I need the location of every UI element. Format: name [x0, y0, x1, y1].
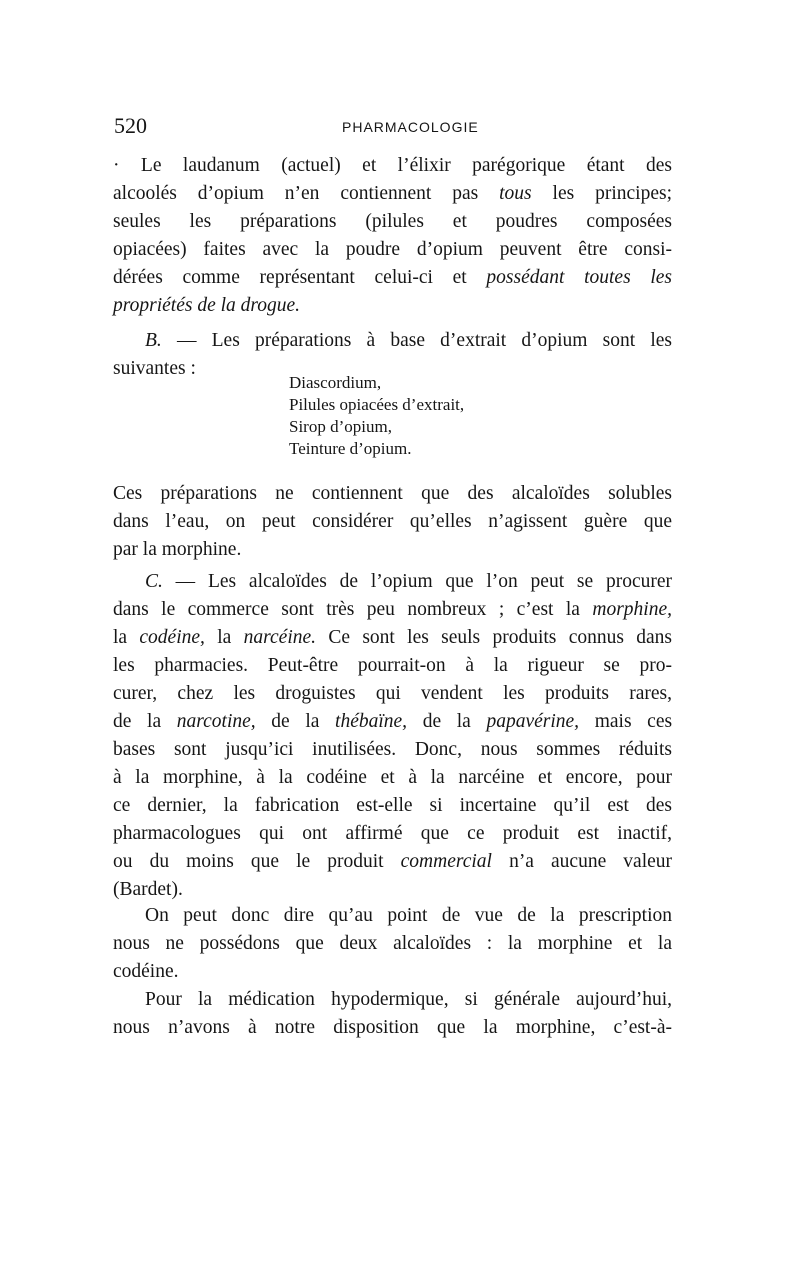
text-line: curer, chez les droguistes qui vendent les produits rares,: [113, 683, 672, 704]
text-line: dérées comme représentant celui-ci et possédant toutes les: [113, 267, 672, 288]
text-line: On peut donc dire qu’au point de vue de la prescription: [145, 905, 672, 926]
text-line: · Le laudanum (actuel) et l’élixir parégorique étant des: [113, 155, 672, 176]
text-line: alcoolés d’opium n’en contiennent pas tous les principes;: [113, 183, 672, 204]
running-title: PHARMACOLOGIE: [342, 119, 479, 135]
text-line: bases sont jusqu’ici inutilisées. Donc, nous sommes réduits: [113, 739, 672, 760]
text-line: Pour la médication hypodermique, si générale aujourd’hui,: [145, 989, 672, 1010]
emphasis: narcéine.: [243, 627, 317, 648]
text-line: les pharmacies. Peut-être pourrait-on à la rigueur se pro-: [113, 655, 672, 676]
text-line: [113, 292, 672, 319]
text-line: (Bardet).: [113, 879, 183, 900]
text-line: nous ne possédons que deux alcaloïdes : la morphine et la: [113, 933, 672, 954]
section-letter: B.: [145, 330, 162, 351]
emphasis: commercial: [400, 851, 492, 872]
text-line: suivantes :: [113, 358, 196, 379]
text-line: pharmacologues qui ont affirmé que ce produit est inactif,: [113, 823, 672, 844]
text-line: dans l’eau, on peut considérer qu’elles n’agissent guère que: [113, 511, 672, 532]
text-line: opiacées) faites avec la poudre d’opium peuvent être consi-: [113, 239, 672, 260]
text-line: de la narcotine, de la thébaïne, de la papavérine, mais ces: [113, 711, 673, 732]
text-line: par la morphine.: [113, 539, 242, 560]
text-line: Ces préparations ne contiennent que des alcaloïdes solubles: [113, 483, 672, 504]
list-item: Diascordium,: [289, 373, 382, 392]
emphasis: tous: [499, 183, 532, 204]
emphasis: narcotine,: [176, 711, 256, 732]
text-line: ce dernier, la fabrication est-elle si incertaine qu’il est des: [113, 795, 672, 816]
text-line: seules les préparations (pilules et poudres composées: [113, 211, 672, 232]
text-line: codéine.: [113, 961, 179, 982]
emphasis: codéine,: [139, 627, 205, 648]
text-line: nous n’avons à notre disposition que la morphine, c’est-à-: [113, 1017, 672, 1038]
text-line: dans le commerce sont très peu nombreux ; c’est la morphine,: [113, 599, 673, 620]
text-line: B. — Les préparations à base d’extrait d’opium sont les: [145, 330, 672, 351]
list-item: Teinture d’opium.: [289, 439, 412, 458]
emphasis: papavérine,: [486, 711, 580, 732]
page-number: 520: [114, 113, 147, 138]
text-line: C. — Les alcaloïdes de l’opium que l’on peut se procurer: [145, 571, 672, 592]
text-line: à la morphine, à la codéine et à la narcéine et encore, pour: [113, 767, 672, 788]
emphasis: thébaïne,: [335, 711, 408, 732]
emphasis: propriétés de la drogue.: [113, 295, 301, 316]
section-letter: C.: [145, 571, 163, 592]
text-line: ou du moins que le produit commercial n’a aucune valeur: [113, 851, 673, 872]
text-line: la codéine, la narcéine. Ce sont les seuls produits connus dans: [113, 627, 673, 648]
list-item: Pilules opiacées d’extrait,: [289, 395, 465, 414]
emphasis: possédant toutes les: [486, 267, 672, 288]
emphasis: morphine,: [592, 599, 673, 620]
list-item: Sirop d’opium,: [289, 417, 392, 436]
